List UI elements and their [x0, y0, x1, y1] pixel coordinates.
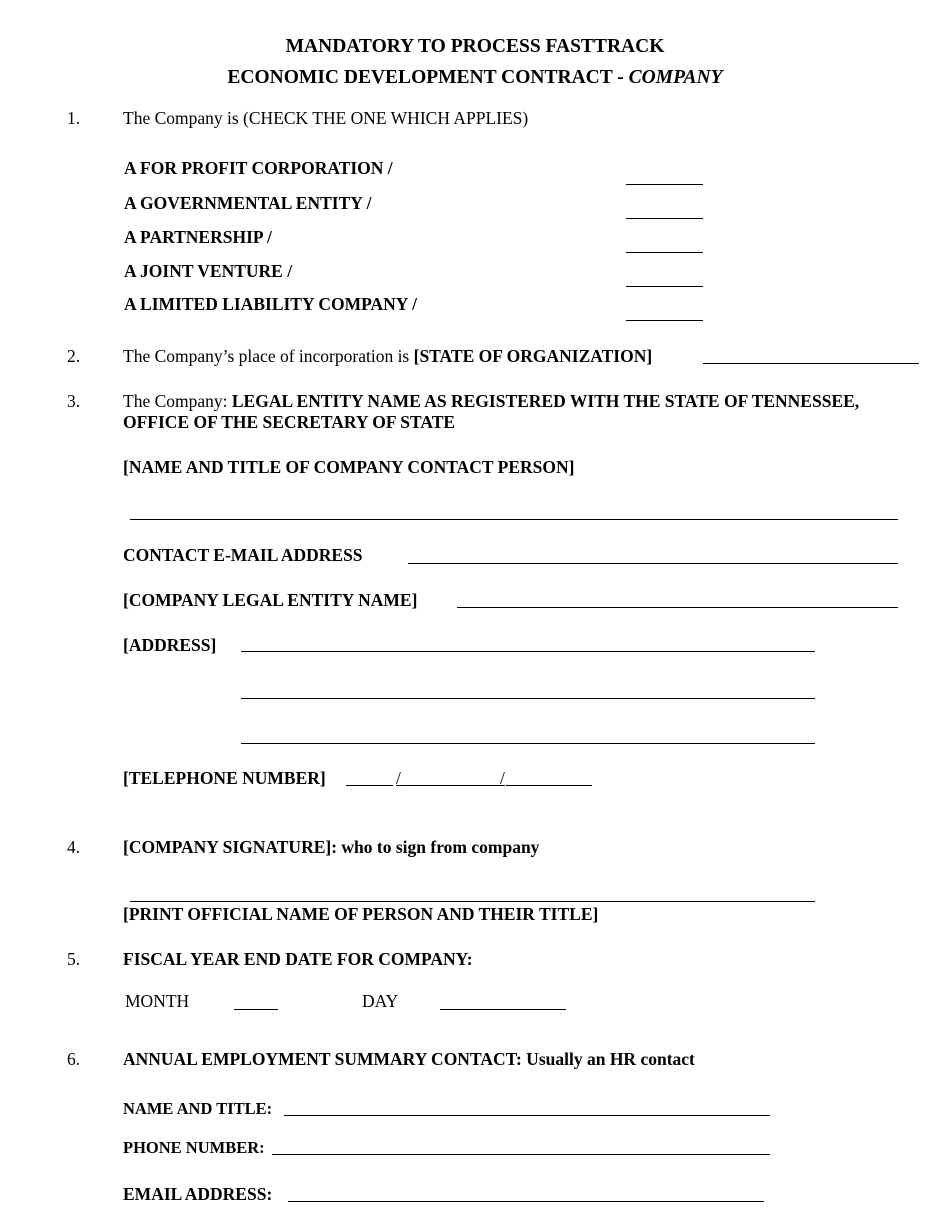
- option-for-profit-corporation-check[interactable]: [626, 184, 703, 185]
- item-3-number: 3.: [67, 391, 81, 411]
- item-5-text: FISCAL YEAR END DATE FOR COMPANY:: [123, 949, 473, 969]
- item-4-number: 4.: [67, 837, 81, 857]
- telephone-area-code-field[interactable]: [346, 785, 393, 786]
- legal-entity-name-label: [COMPANY LEGAL ENTITY NAME]: [123, 590, 418, 610]
- hr-name-title-label: NAME AND TITLE:: [123, 1099, 273, 1118]
- contact-person-field[interactable]: [130, 519, 898, 520]
- hr-email-field[interactable]: [288, 1201, 764, 1202]
- company-signature-field[interactable]: [130, 901, 815, 902]
- item-1-number: 1.: [67, 108, 81, 128]
- item-6-text: ANNUAL EMPLOYMENT SUMMARY CONTACT: Usually an HR contact: [123, 1049, 695, 1069]
- item-2-text: [123, 346, 652, 367]
- contact-email-field[interactable]: [408, 563, 898, 564]
- document-title-line2: [0, 67, 950, 89]
- fy-month-field[interactable]: [234, 1009, 278, 1010]
- hr-phone-field[interactable]: [272, 1154, 770, 1155]
- item-2-number: 2.: [67, 346, 81, 366]
- contact-person-label: [NAME AND TITLE OF COMPANY CONTACT PERSON]: [123, 457, 575, 477]
- address-line1-field[interactable]: [241, 651, 815, 652]
- item-6-number: 6.: [67, 1049, 81, 1069]
- fy-day-field[interactable]: [440, 1009, 566, 1010]
- item-3-text-bold-line2: OFFICE OF THE SECRETARY OF STATE: [123, 412, 456, 432]
- address-line2-field[interactable]: [241, 698, 815, 699]
- title-regular: ECONOMIC DEVELOPMENT CONTRACT -: [227, 67, 629, 88]
- telephone-separator-2: /: [500, 768, 505, 788]
- option-for-profit-corporation: A FOR PROFIT CORPORATION /: [124, 158, 393, 178]
- title-italic: COMPANY: [628, 67, 723, 88]
- contact-email-label: CONTACT E-MAIL ADDRESS: [123, 545, 363, 565]
- item-3-text-regular: The Company:: [123, 391, 232, 411]
- telephone-separator-1: /: [396, 768, 401, 788]
- item-3-text: [123, 391, 859, 412]
- hr-name-title-field[interactable]: [284, 1115, 770, 1116]
- option-partnership-check[interactable]: [626, 252, 703, 253]
- option-governmental-entity: A GOVERNMENTAL ENTITY /: [124, 193, 372, 213]
- telephone-label: [TELEPHONE NUMBER]: [123, 768, 326, 788]
- address-label: [ADDRESS]: [123, 635, 217, 655]
- item-3-text-bold-line1: LEGAL ENTITY NAME AS REGISTERED WITH THE STATE OF TENNESSEE,: [231, 391, 860, 411]
- hr-email-label: EMAIL ADDRESS:: [123, 1184, 273, 1204]
- fy-month-label: MONTH: [125, 991, 190, 1011]
- print-name-label: [PRINT OFFICIAL NAME OF PERSON AND THEIR TITLE]: [123, 904, 599, 924]
- document-title-line1: MANDATORY TO PROCESS FASTTRACK: [285, 36, 665, 57]
- legal-entity-name-field[interactable]: [457, 607, 898, 608]
- option-limited-liability-company-check[interactable]: [626, 320, 703, 321]
- hr-phone-label: PHONE NUMBER:: [123, 1138, 265, 1157]
- address-line3-field[interactable]: [241, 743, 815, 744]
- option-partnership: A PARTNERSHIP /: [124, 227, 272, 247]
- item-1-text: The Company is (CHECK THE ONE WHICH APPLIES): [123, 108, 529, 128]
- telephone-prefix-field[interactable]: [401, 785, 501, 786]
- item-2-text-regular: The Company’s place of incorporation is: [123, 346, 414, 366]
- option-joint-venture-check[interactable]: [626, 286, 703, 287]
- option-governmental-entity-check[interactable]: [626, 218, 703, 219]
- telephone-line-field[interactable]: [506, 785, 592, 786]
- state-of-organization-field[interactable]: [703, 363, 919, 364]
- fy-day-label: DAY: [362, 991, 399, 1011]
- item-5-number: 5.: [67, 949, 81, 969]
- item-4-text: [COMPANY SIGNATURE]: who to sign from company: [123, 837, 540, 857]
- option-joint-venture: A JOINT VENTURE /: [124, 261, 293, 281]
- option-limited-liability-company: A LIMITED LIABILITY COMPANY /: [124, 294, 417, 314]
- item-2-text-bold: [STATE OF ORGANIZATION]: [413, 346, 653, 366]
